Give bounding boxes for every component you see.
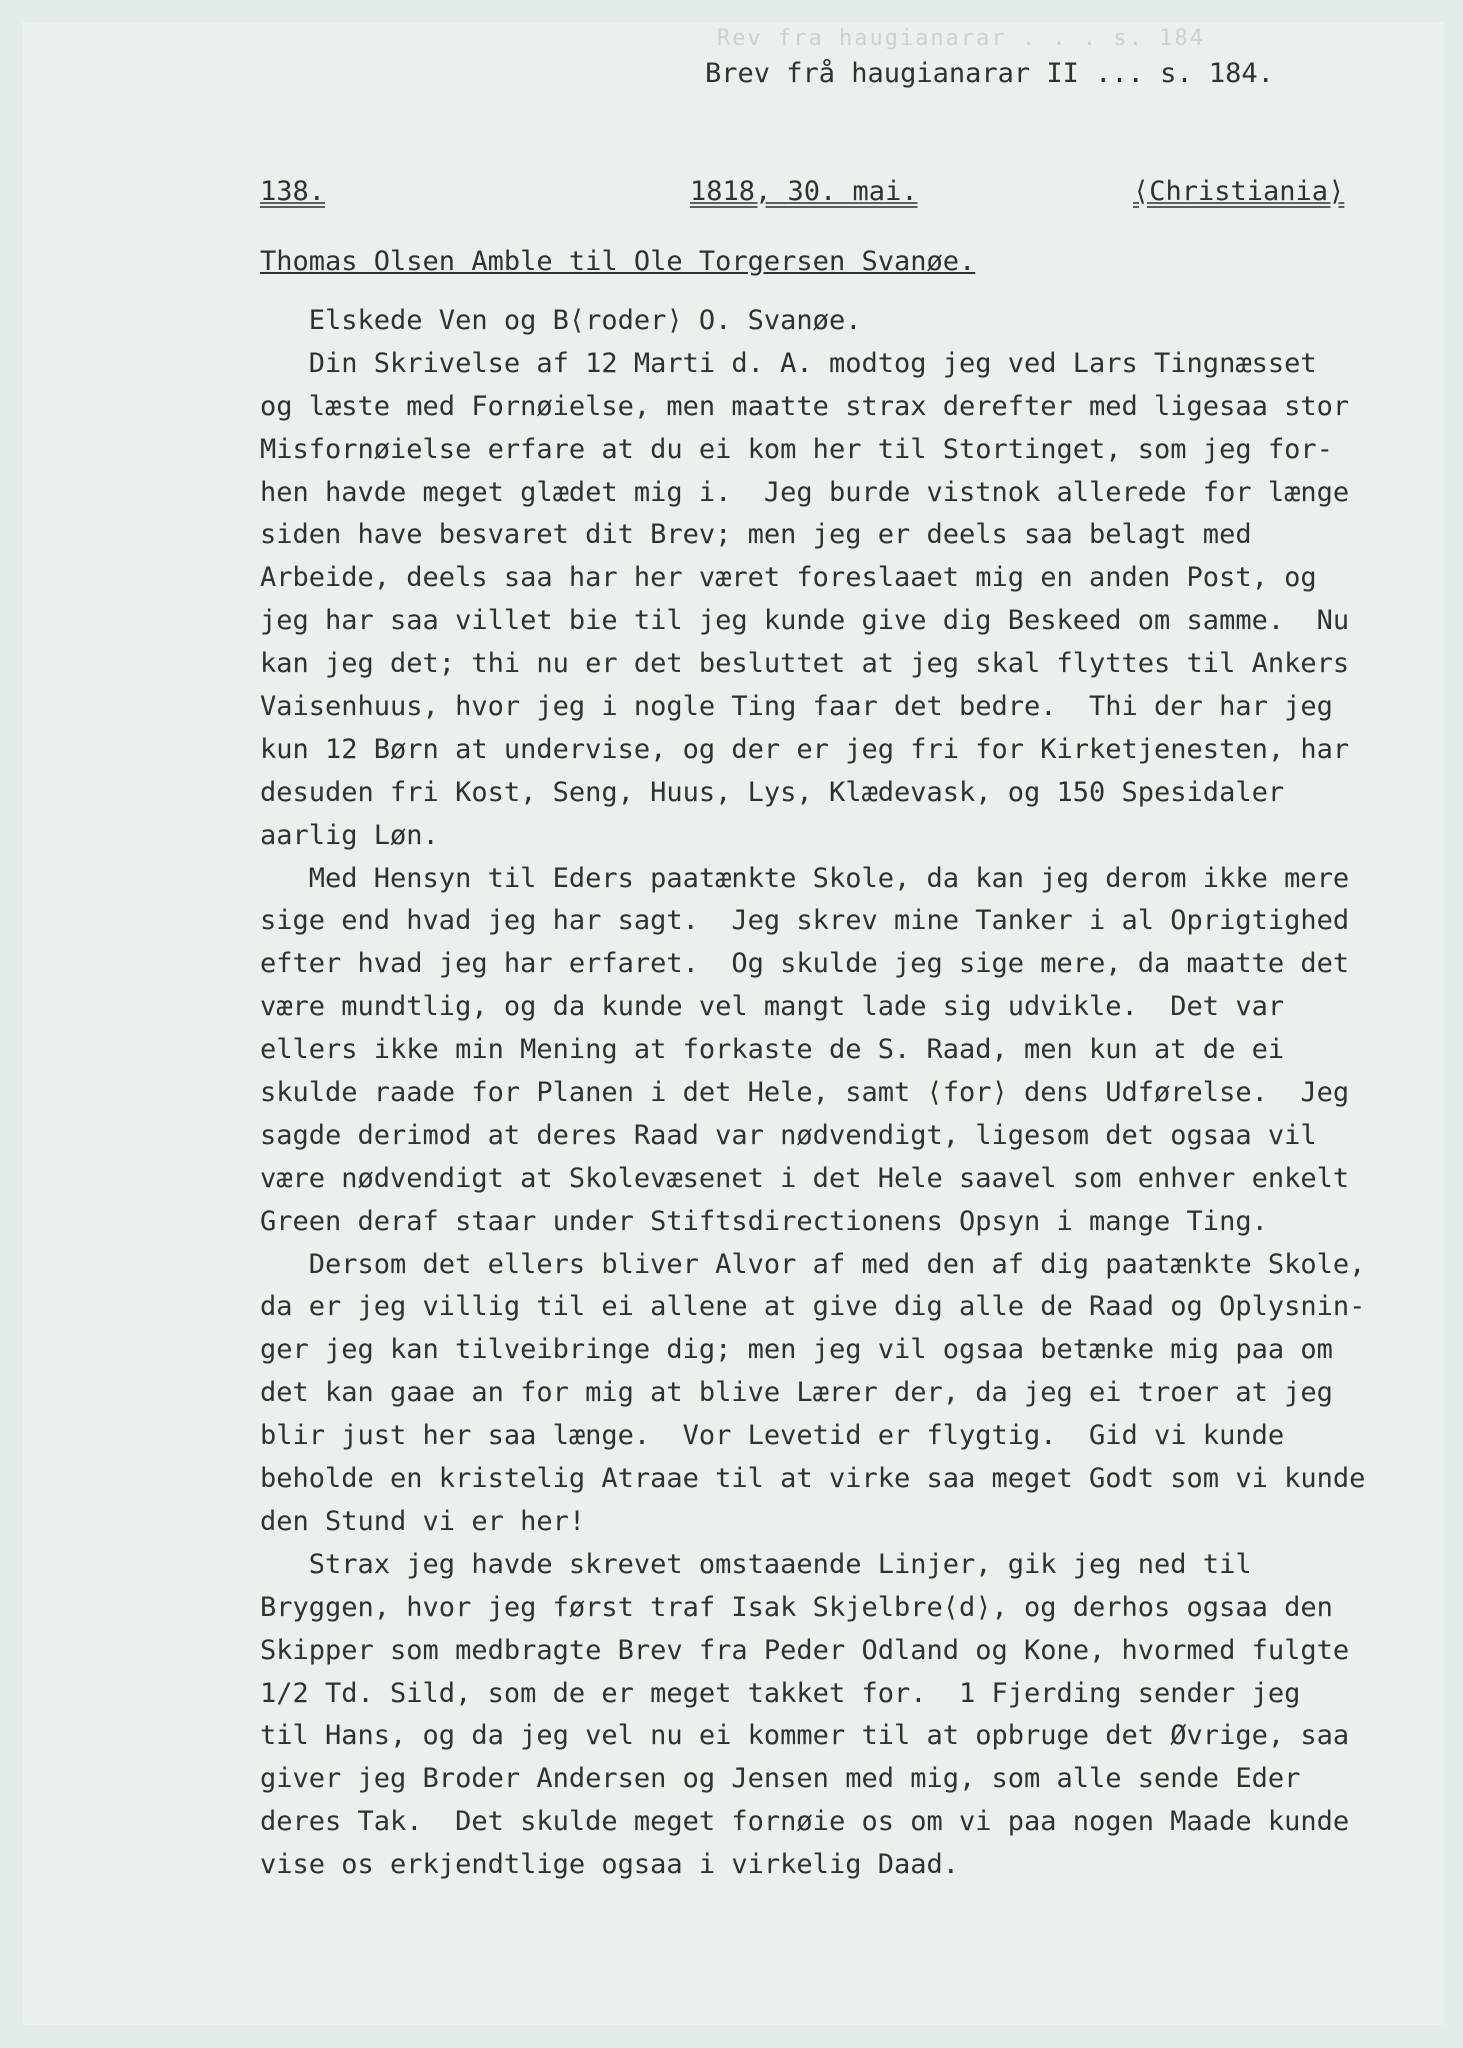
- text-line: og læste med Fornøielse, men maatte strax derefter med ligesaa stor: [260, 390, 1350, 422]
- text-line: efter hvad jeg har erfaret. Og skulde jeg sige mere, da maatte det: [260, 948, 1350, 980]
- letter-body: [260, 300, 1430, 1887]
- text-line: desuden fri Kost, Seng, Huus, Lys, Klædevask, og 150 Spesidaler: [260, 776, 1285, 808]
- text-line: til Hans, og da jeg vel nu ei kommer til at opbruge det Øvrige, saa: [260, 1720, 1350, 1752]
- text-line: skulde raade for Planen i det Hele, samt ⟨for⟩ dens Udførelse. Jeg: [260, 1077, 1350, 1109]
- text-line: Vaisenhuus, hvor jeg i nogle Ting faar det bedre. Thi der har jeg: [260, 691, 1333, 723]
- letter-title: Thomas Olsen Amble til Ole Torgersen Svanøe.: [260, 246, 976, 277]
- text-line: ellers ikke min Mening at forkaste de S. Raad, men kun at de ei: [260, 1034, 1285, 1066]
- text-line: Skipper som medbragte Brev fra Peder Odland og Kone, hvormed fulgte: [260, 1634, 1350, 1666]
- text-line: være nødvendigt at Skolevæsenet i det Hele saavel som enhver enkelt: [260, 1162, 1350, 1194]
- text-line: hen havde meget glædet mig i. Jeg burde vistnok allerede for længe: [260, 476, 1350, 508]
- text-line: kun 12 Børn at undervise, og der er jeg fri for Kirketjenesten, har: [260, 733, 1350, 765]
- text-line: deres Tak. Det skulde meget fornøie os om vi paa nogen Maade kunde: [260, 1806, 1350, 1838]
- text-line: Elskede Ven og B⟨roder⟩ O. Svanøe.: [260, 305, 862, 336]
- text-line: vise os erkjendtlige ogsaa i virkelig Daad.: [260, 1849, 959, 1881]
- faint-header-text: Rev fra haugianarar . . . s. 184: [717, 26, 1205, 51]
- text-line: ger jeg kan tilveibringe dig; men jeg vil ogsaa betænke mig paa om: [260, 1334, 1333, 1366]
- text-line: være mundtlig, og da kunde vel mangt lade sig udvikle. Det var: [260, 991, 1285, 1023]
- text-line: kan jeg det; thi nu er det besluttet at jeg skal flyttes til Ankers: [260, 648, 1350, 680]
- letter-place: ⟨Christiania⟩: [1133, 176, 1345, 207]
- letter-number: 138.: [260, 176, 326, 207]
- text-line: siden have besvaret dit Brev; men jeg er deels saa belagt med: [260, 519, 1252, 551]
- text-line: den Stund vi er her!: [260, 1505, 586, 1537]
- text-line: det kan gaae an for mig at blive Lærer der, da jeg ei troer at jeg: [260, 1377, 1333, 1409]
- text-line: Din Skrivelse af 12 Marti d. A. modtog jeg ved Lars Tingnæsset: [260, 347, 1317, 379]
- letter-date: 1818, 30. mai.: [690, 176, 918, 207]
- text-line: giver jeg Broder Andersen og Jensen med mig, som alle sende Eder: [260, 1763, 1301, 1795]
- text-line: aarlig Løn.: [260, 819, 439, 851]
- text-line: sagde derimod at deres Raad var nødvendigt, ligesom det ogsaa vil: [260, 1119, 1317, 1151]
- text-line: beholde en kristelig Atraae til at virke saa meget Godt som vi kunde: [260, 1463, 1366, 1495]
- text-line: Strax jeg havde skrevet omstaaende Linjer, gik jeg ned til: [260, 1548, 1252, 1580]
- text-line: blir just her saa længe. Vor Levetid er flygtig. Gid vi kunde: [260, 1420, 1285, 1452]
- text-line: da er jeg villig til ei allene at give dig alle de Raad og Oplysnin-: [260, 1291, 1366, 1323]
- text-line: Dersom det ellers bliver Alvor af med den af dig paatænkte Skole,: [260, 1248, 1366, 1280]
- text-line: Med Hensyn til Eders paatænkte Skole, da kan jeg derom ikke mere: [260, 862, 1350, 894]
- text-line: sige end hvad jeg har sagt. Jeg skrev mine Tanker i al Oprigtighed: [260, 905, 1350, 937]
- text-line: Misfornøielse erfare at du ei kom her til Stortinget, som jeg for-: [260, 433, 1333, 465]
- text-line: jeg har saa villet bie til jeg kunde give dig Beskeed om samme. Nu: [260, 605, 1350, 637]
- text-line: Green deraf staar under Stiftsdirectionens Opsyn i mange Ting.: [260, 1205, 1268, 1237]
- source-reference: Brev frå haugianarar II ... s. 184.: [705, 58, 1274, 89]
- text-line: Bryggen, hvor jeg først traf Isak Skjelbre⟨d⟩, og derhos ogsaa den: [260, 1591, 1333, 1623]
- text-line: 1/2 Td. Sild, som de er meget takket for. 1 Fjerding sender jeg: [260, 1677, 1301, 1709]
- text-line: Arbeide, deels saa har her været foreslaaet mig en anden Post, og: [260, 562, 1317, 594]
